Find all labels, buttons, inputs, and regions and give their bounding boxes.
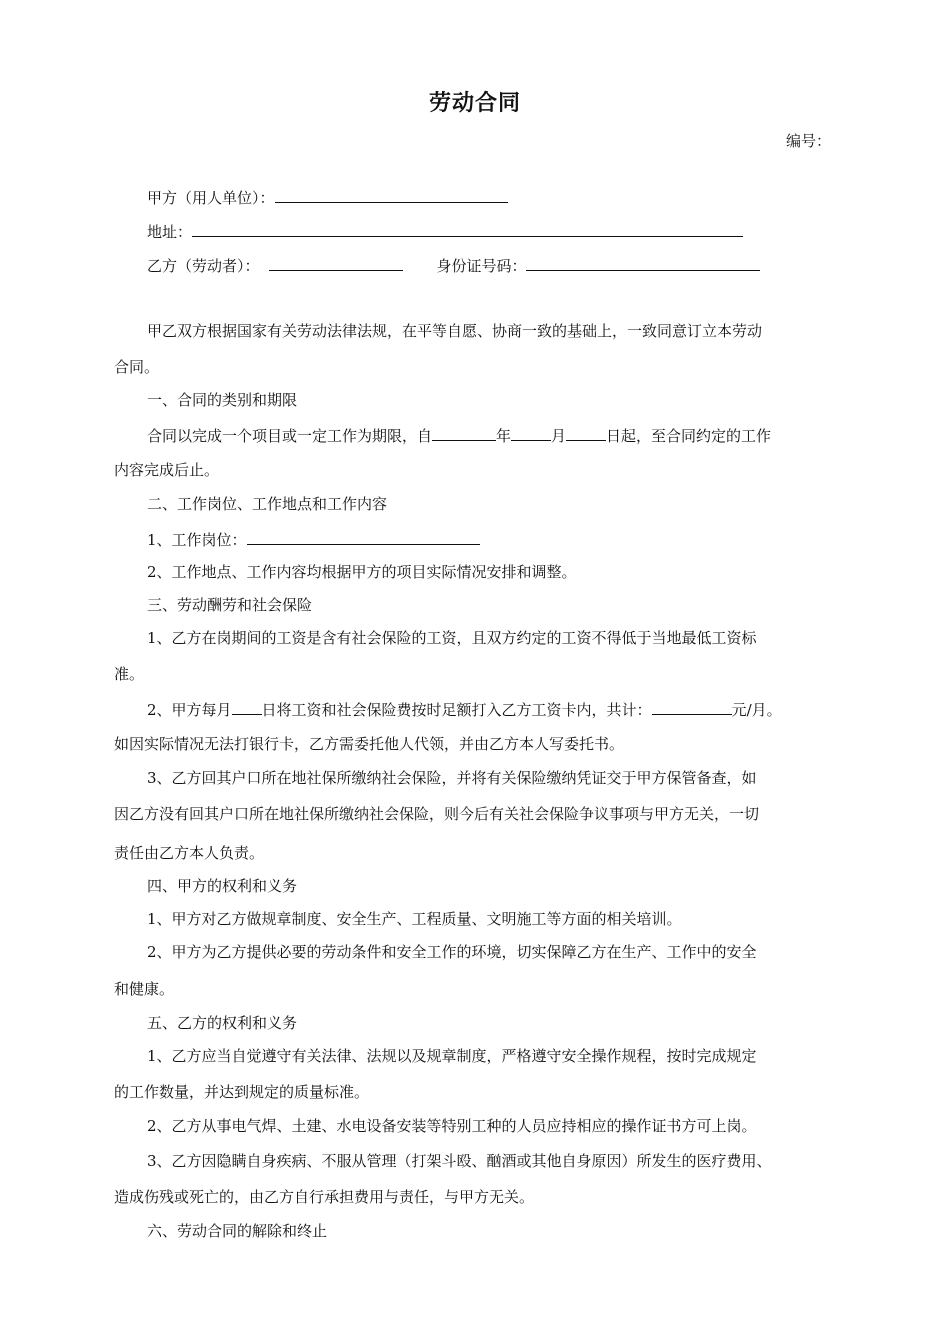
pay-day-text: 2、甲方每月 [147,701,232,719]
year-label: 年 [496,427,512,445]
party-b-line [147,254,760,276]
party-a-label: 甲方（用人单位）： [147,189,275,207]
section-3-heading: 三、劳动酬劳和社会保险 [147,596,313,614]
address-blank[interactable] [192,220,743,237]
intro-paragraph-line2: 合同。 [114,358,160,376]
section-4-item-1: 1、甲方对乙方做规章制度、安全生产、工程质量、文明施工等方面的相关培训。 [147,910,682,928]
pay-day-blank[interactable] [232,698,262,715]
party-a-line [147,186,508,208]
address-line [147,220,743,242]
section-5-item-1-line2: 的工作数量，并达到规定的质量标准。 [114,1083,370,1101]
pay-amount-blank[interactable] [652,698,732,715]
section-4-item-2-line2: 和健康。 [114,980,175,998]
pay-amount-text: 日将工资和社会保险费按时足额打入乙方工资卡内，共计： [261,701,652,719]
section-3-item-3-line3: 责任由乙方本人负责。 [114,844,265,862]
section-1-term-line [147,424,771,446]
section-3-item-2-line1 [147,698,782,720]
section-5-item-2: 2、乙方从事电气焊、土建、水电设备安装等特别工种的人员应持相应的操作证书方可上岗。 [147,1117,757,1135]
job-position-blank[interactable] [247,528,480,545]
section-5-item-1-line1: 1、乙方应当自觉遵守有关法律、法规以及规章制度，严格遵守安全操作规程，按时完成规定 [147,1047,757,1065]
section-5-item-3-line2: 造成伤残或死亡的，由乙方自行承担费用与责任，与甲方无关。 [114,1188,535,1206]
section-1-heading: 一、合同的类别和期限 [147,391,298,409]
section-2-item-2: 2、工作地点、工作内容均根据甲方的项目实际情况安排和调整。 [147,563,577,581]
section-4-heading: 四、甲方的权利和义务 [147,877,298,895]
id-number-label: 身份证号码： [436,257,527,275]
contract-number-label: 编号： [786,132,832,150]
section-3-item-3-line1: 3、乙方回其户口所在地社保所缴纳社会保险，并将有关保险缴纳凭证交于甲方保管备查，如 [147,769,757,787]
party-b-blank[interactable] [269,254,403,271]
term-text-start: 合同以完成一个项目或一定工作为期限，自 [147,427,433,445]
pay-unit-text: 元/月。 [731,701,782,719]
party-b-label: 乙方（劳动者）： [147,257,260,275]
section-6-heading: 六、劳动合同的解除和终止 [147,1222,328,1240]
section-3-item-2-line2: 如因实际情况无法打银行卡，乙方需委托他人代领，并由乙方本人写委托书。 [114,735,625,753]
section-5-item-3-line1: 3、乙方因隐瞒自身疾病、不服从管理（打架斗殴、酗酒或其他自身原因）所发生的医疗费用、 [147,1152,772,1170]
term-text-end: 日起，至合同约定的工作 [606,427,772,445]
month-label: 月 [551,427,567,445]
party-a-blank[interactable] [275,186,508,203]
section-3-item-1-line1: 1、乙方在岗期间的工资是含有社会保险的工资，且双方约定的工资不得低于当地最低工资标 [147,629,757,647]
id-number-blank[interactable] [526,254,760,271]
document-title: 劳动合同 [428,91,521,116]
section-2-heading: 二、工作岗位、工作地点和工作内容 [147,495,388,513]
start-month-blank[interactable] [511,424,551,441]
job-position-line [147,528,480,550]
section-5-heading: 五、乙方的权利和义务 [147,1014,298,1032]
section-4-item-2-line1: 2、甲方为乙方提供必要的劳动条件和安全工作的环境，切实保障乙方在生产、工作中的安全 [147,943,757,961]
job-position-label: 1、工作岗位： [147,531,247,549]
start-year-blank[interactable] [432,424,496,441]
intro-paragraph-line1: 甲乙双方根据国家有关劳动法律法规，在平等自愿、协商一致的基础上，一致同意订立本劳动 [147,322,763,340]
address-label: 地址： [147,223,193,241]
start-day-blank[interactable] [566,424,606,441]
section-3-item-3-line2: 因乙方没有回其户口所在地社保所缴纳社会保险，则今后有关社会保险争议事项与甲方无关，一切 [114,805,760,823]
section-3-item-1-line2: 准。 [114,665,145,683]
section-1-term-line2: 内容完成后止。 [114,461,220,479]
